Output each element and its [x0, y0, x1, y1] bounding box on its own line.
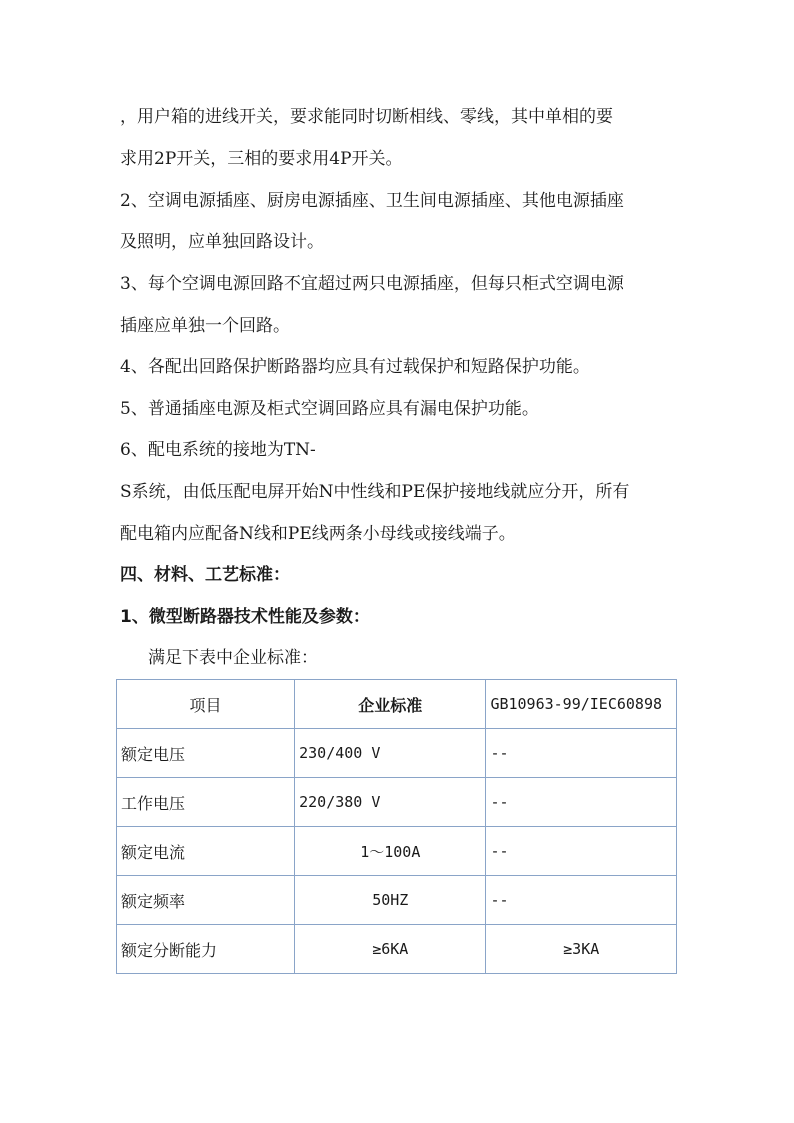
paragraph-line: 6、配电系统的接地为TN-	[120, 440, 316, 460]
paragraph-line: 2、空调电源插座、厨房电源插座、卫生间电源插座、其他电源插座	[120, 191, 624, 211]
table-cell: 额定电压	[117, 729, 295, 778]
paragraph-line: 求用2P开关，三相的要求用4P开关。	[120, 149, 403, 169]
table-cell: 工作电压	[117, 778, 295, 827]
table-cell: --	[486, 827, 677, 876]
table-cell: ≥3KA	[486, 925, 677, 974]
table-cell: 230/400 V	[295, 729, 486, 778]
paragraph-line: 3、每个空调电源回路不宜超过两只电源插座，但每只柜式空调电源	[120, 274, 624, 294]
paragraph-line: S系统，由低压配电屏开始N中性线和PE保护接地线就应分开，所有	[120, 482, 630, 502]
table-row	[117, 729, 677, 778]
table-intro: 满足下表中企业标准：	[148, 648, 318, 668]
paragraph-line: 配电箱内应配备N线和PE线两条小母线或接线端子。	[120, 524, 516, 544]
paragraph-line: 插座应单独一个回路。	[120, 316, 290, 336]
table-cell: 50HZ	[295, 876, 486, 925]
table-header-row	[117, 680, 677, 729]
paragraph-line: ，用户箱的进线开关，要求能同时切断相线、零线，其中单相的要	[120, 107, 613, 127]
table-row	[117, 876, 677, 925]
table-row	[117, 827, 677, 876]
table-cell: --	[486, 876, 677, 925]
table-cell: ≥6KA	[295, 925, 486, 974]
table-header-cell: GB10963-99/IEC60898	[486, 680, 677, 729]
section-title: 四、材料、工艺标准：	[120, 565, 290, 585]
table-cell: 220/380 V	[295, 778, 486, 827]
spec-table	[116, 679, 677, 974]
table-row	[117, 925, 677, 974]
paragraph-line: 5、普通插座电源及柜式空调回路应具有漏电保护功能。	[120, 399, 539, 419]
table-cell: --	[486, 729, 677, 778]
subsection-title: 1、微型断路器技术性能及参数：	[120, 607, 370, 627]
paragraph-line: 及照明，应单独回路设计。	[120, 232, 324, 252]
paragraph-line: 4、各配出回路保护断路器均应具有过载保护和短路保护功能。	[120, 357, 590, 377]
table-cell: 1～100A	[295, 827, 486, 876]
table-cell: --	[486, 778, 677, 827]
table-cell: 额定电流	[117, 827, 295, 876]
table-cell: 额定分断能力	[117, 925, 295, 974]
table-header-cell: 项目	[117, 680, 295, 729]
table-cell: 额定频率	[117, 876, 295, 925]
table-row	[117, 778, 677, 827]
table-header-cell: 企业标准	[295, 680, 486, 729]
